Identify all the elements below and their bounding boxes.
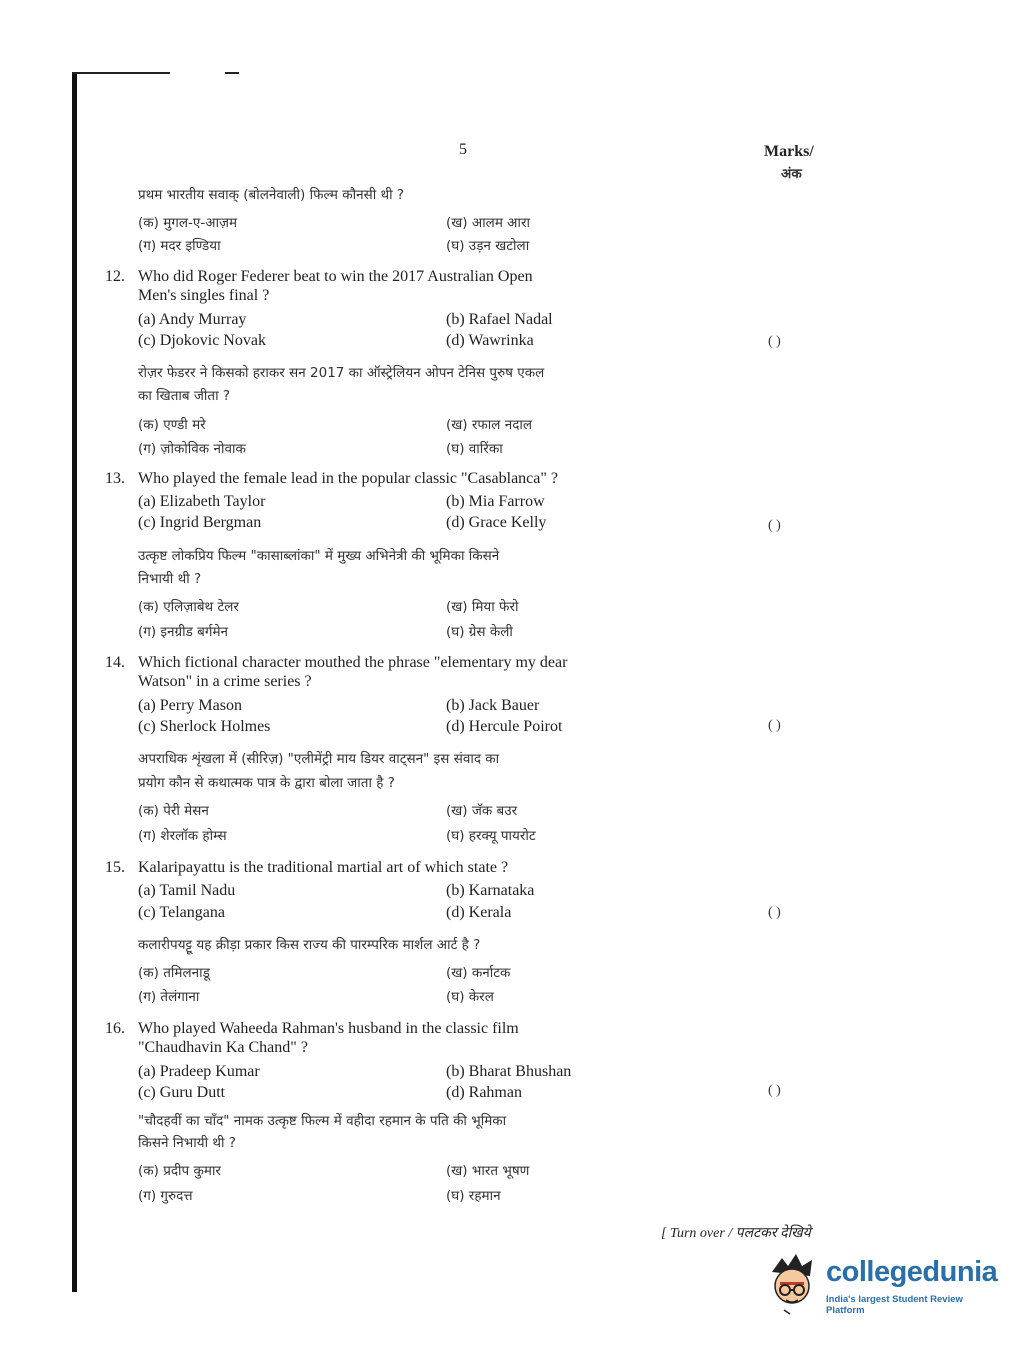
question-hindi-line: निभायी थी ?: [138, 571, 202, 587]
option-b: (b) Karnataka: [446, 882, 535, 899]
option-d: (d) Hercule Poirot: [446, 718, 563, 735]
question-hindi-line: का खिताब जीता ?: [138, 388, 231, 404]
top-border-mark: [225, 72, 239, 74]
answer-box: ( ): [768, 718, 781, 733]
mascot-icon: [764, 1250, 824, 1320]
logo-wordmark: collegedunia: [826, 1256, 998, 1288]
option-d: (d) Rahman: [446, 1084, 522, 1101]
option-b: (b) Jack Bauer: [446, 697, 540, 714]
option-hindi-a: (क) एलिज़ाबेथ टेलर: [138, 599, 239, 615]
question-text-line: Men's singles final ?: [138, 287, 270, 304]
intro-option-b: (ख) आलम आरा: [446, 215, 530, 231]
option-hindi-c: (ग) ज़ोकोविक नोवाक: [138, 441, 246, 457]
question-number: 12.: [105, 268, 125, 285]
option-c: (c) Sherlock Holmes: [138, 718, 271, 735]
option-d: (d) Grace Kelly: [446, 514, 547, 531]
logo-tagline: India's largest Student Review Platform: [826, 1294, 963, 1316]
question-text-line: "Chaudhavin Ka Chand" ?: [138, 1039, 308, 1056]
option-hindi-a: (क) एण्डी मरे: [138, 417, 206, 433]
intro-option-c: (ग) मदर इण्डिया: [138, 238, 221, 254]
question-hindi-line: अपराधिक शृंखला में (सीरिज़) "एलीमेंट्री माय डियर वाट्सन" इस संवाद का: [138, 751, 500, 767]
marks-header-hindi: अंक: [781, 166, 802, 182]
left-border-rule: [72, 72, 77, 1292]
option-hindi-c: (ग) इनग्रीड बर्गमेन: [138, 624, 229, 640]
option-hindi-d: (घ) ग्रेस केली: [446, 624, 513, 640]
question-hindi-line: रोज़र फेडरर ने किसको हराकर सन 2017 का ऑस्ट्रेलियन ओपन टेनिस पुरुष एकल: [138, 365, 545, 381]
option-hindi-a: (क) प्रदीप कुमार: [138, 1163, 221, 1179]
intro-option-d: (घ) उड़न खटोला: [446, 238, 530, 254]
question-text-line: Who played the female lead in the popular classic "Casablanca" ?: [138, 470, 558, 487]
turn-over-note: [ Turn over / पलटकर देखिये: [661, 1226, 811, 1241]
question-text-line: Kalaripayattu is the traditional martial art of which state ?: [138, 859, 509, 876]
option-hindi-b: (ख) रफाल नदाल: [446, 417, 533, 433]
intro-option-a: (क) मुगल-ए-आज़म: [138, 215, 238, 231]
option-hindi-b: (ख) जॅक बउर: [446, 803, 518, 819]
option-hindi-d: (घ) हरक्यू पायरोट: [446, 828, 536, 844]
option-a: (a) Elizabeth Taylor: [138, 493, 266, 510]
option-hindi-c: (ग) तेलंगाना: [138, 989, 200, 1005]
option-hindi-b: (ख) मिया फेरो: [446, 599, 519, 615]
option-c: (c) Ingrid Bergman: [138, 514, 262, 531]
option-hindi-a: (क) तमिलनाडू: [138, 965, 210, 981]
option-c: (c) Guru Dutt: [138, 1084, 226, 1101]
option-b: (b) Mia Farrow: [446, 493, 545, 510]
option-hindi-d: (घ) वारिंका: [446, 441, 503, 457]
option-b: (b) Bharat Bhushan: [446, 1063, 572, 1080]
question-hindi-line: "चौदहवीं का चाँद" नामक उत्कृष्ट फिल्म में वहीदा रहमान के पति की भूमिका: [138, 1113, 507, 1129]
option-a: (a) Andy Murray: [138, 311, 247, 328]
option-hindi-c: (ग) गुरुदत्त: [138, 1188, 193, 1204]
question-number: 14.: [105, 654, 125, 671]
option-hindi-b: (ख) कर्नाटक: [446, 965, 511, 981]
top-border-rule: [72, 72, 170, 74]
collegedunia-logo[interactable]: [764, 1246, 998, 1326]
option-d: (d) Kerala: [446, 904, 512, 921]
question-hindi-line: किसने निभायी थी ?: [138, 1135, 236, 1151]
intro-question-hindi: प्रथम भारतीय सवाक् (बोलनेवाली) फिल्म कौनसी थी ?: [138, 187, 405, 203]
question-text-line: Which fictional character mouthed the phrase "elementary my dear: [138, 654, 568, 671]
option-a: (a) Pradeep Kumar: [138, 1063, 260, 1080]
question-number: 16.: [105, 1020, 125, 1037]
page-number: 5: [459, 141, 467, 158]
option-hindi-d: (घ) केरल: [446, 989, 494, 1005]
option-a: (a) Perry Mason: [138, 697, 242, 714]
question-number: 15.: [105, 859, 125, 876]
option-d: (d) Wawrinka: [446, 332, 534, 349]
question-text-line: Who played Waheeda Rahman's husband in the classic film: [138, 1020, 519, 1037]
option-hindi-c: (ग) शेरलॉक होम्स: [138, 828, 227, 844]
answer-box: ( ): [768, 905, 781, 920]
question-number: 13.: [105, 470, 125, 487]
option-hindi-d: (घ) रहमान: [446, 1188, 501, 1204]
question-hindi-line: उत्कृष्ट लोकप्रिय फिल्म "कासाब्लांका" में मुख्य अभिनेत्री की भूमिका किसने: [138, 548, 500, 564]
question-hindi-line: प्रयोग कौन से कथात्मक पात्र के द्वारा बोला जाता है ?: [138, 775, 395, 791]
option-c: (c) Telangana: [138, 904, 225, 921]
option-a: (a) Tamil Nadu: [138, 882, 236, 899]
option-b: (b) Rafael Nadal: [446, 311, 553, 328]
option-hindi-a: (क) पेरी मेसन: [138, 803, 209, 819]
marks-header: Marks/: [764, 143, 814, 160]
option-c: (c) Djokovic Novak: [138, 332, 266, 349]
answer-box: ( ): [768, 334, 781, 349]
answer-box: ( ): [768, 1083, 781, 1098]
question-text-line: Watson" in a crime series ?: [138, 673, 312, 690]
question-text-line: Who did Roger Federer beat to win the 2017 Australian Open: [138, 268, 533, 285]
answer-box: ( ): [768, 518, 781, 533]
question-hindi-line: कलारीपयट्टू यह क्रीड़ा प्रकार किस राज्य की पारम्परिक मार्शल आर्ट है ?: [138, 937, 481, 953]
option-hindi-b: (ख) भारत भूषण: [446, 1163, 530, 1179]
